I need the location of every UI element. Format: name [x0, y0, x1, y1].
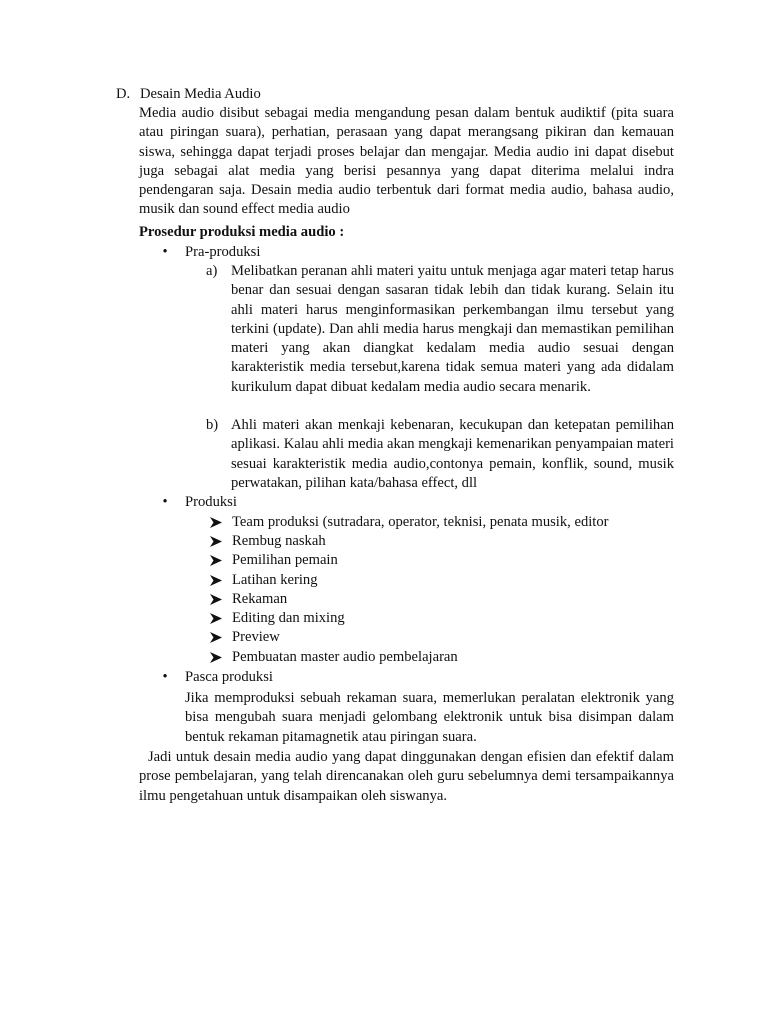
- bullet-label-pra: Pra-produksi: [185, 244, 261, 260]
- arrowhead-bullet-icon: [210, 517, 222, 528]
- arrowhead-bullet-icon: [210, 555, 222, 566]
- bullet-label-pasca: Pasca produksi: [185, 669, 273, 685]
- bullet-dot-icon: •: [162, 669, 168, 685]
- arrow-item-text: Pemilihan pemain: [232, 552, 338, 568]
- sub-marker-b: b): [206, 417, 219, 433]
- closing-paragraph: Jadi untuk desain media audio yang dapat dinggunakan dengan efisien dan efektif dalam prose pembelajaran, yang telah direncanakan oleh guru sebelumnya demi tersampaikannya ilmu pengetahuan untuk disampaikan oleh siswanya.: [139, 749, 674, 804]
- section-letter: D.: [116, 86, 131, 102]
- arrow-item-text: Rekaman: [232, 591, 288, 607]
- arrowhead-bullet-icon: [210, 632, 222, 643]
- arrowhead-bullet-icon: [210, 594, 222, 605]
- procedure-heading: Prosedur produksi media audio :: [139, 224, 345, 240]
- section-heading: [116, 85, 676, 104]
- intro-paragraph: Media audio disibut sebagai media mengandung pesan dalam bentuk audiktif (pita suara atau piringan suara), perhatian, perasaan yang dapat merangsang pikiran dan kemauan siswa, sehingga dapat terjadi proses belajar dan mengajar. Media audio ini dapat disebut juga sebagai alat media yang berisi pesannya yang dapat diterima melalui indra pendengaran saja. Desain media audio terbentuk dari format media audio, bahasa audio, musik dan sound effect media audio: [139, 105, 674, 218]
- arrowhead-bullet-icon: [210, 536, 222, 547]
- arrowhead-bullet-icon: [210, 652, 222, 663]
- section-title: Desain Media Audio: [140, 86, 261, 102]
- arrow-item-text: Preview: [232, 629, 280, 645]
- arrowhead-bullet-icon: [210, 613, 222, 624]
- bullet-item-pra: [0, 243, 768, 262]
- bullet-label-produksi: Produksi: [185, 494, 237, 510]
- sub-text-a: Melibatkan peranan ahli materi yaitu untuk menjaga agar materi tetap harus benar dan sesuai dengan sasaran tidak lebih dan tidak kurang. Selain itu ahli materi harus menginformasikan perkembangan ilmu tersebut yang terkini (update). Dan ahli media harus mengkaji dan memastikan pemilihan materi yang akan diangkat kedalam media audio sesuai dengan karakteristik media tersebut,karena tidak semua materi yang ada didalam kurikulum dapat dibuat kedalam media audio secara menarik.: [231, 263, 674, 395]
- sub-text-b: Ahli materi akan menkaji kebenaran, kecukupan dan ketepatan pemilihan aplikasi. Kalau ahli media akan mengkaji kemenarikan penyampaian materi sesuai karakteristik media audio,contonya pemain, konflik, sound, musik perwatakan, pilihan kata/bahasa effect, dll: [231, 417, 674, 491]
- bullet-item-produksi: [0, 493, 768, 512]
- bullet-dot-icon: •: [162, 494, 168, 510]
- bullet-item-pasca: [0, 668, 768, 687]
- arrow-item-text: Rembug naskah: [232, 533, 326, 549]
- arrow-item-text: Latihan kering: [232, 572, 318, 588]
- arrow-item-text: Team produksi (sutradara, operator, teknisi, penata musik, editor: [232, 514, 609, 530]
- arrowhead-bullet-icon: [210, 575, 222, 586]
- arrow-item-text: Pembuatan master audio pembelajaran: [232, 649, 458, 665]
- sub-marker-a: a): [206, 263, 218, 279]
- arrow-item-text: Editing dan mixing: [232, 610, 345, 626]
- bullet-dot-icon: •: [162, 244, 168, 260]
- pasca-paragraph: Jika memproduksi sebuah rekaman suara, memerlukan peralatan elektronik yang bisa mengubah suara menjadi gelombang elektronik untuk bisa disimpan dalam bentuk rekaman pitamagnetik atau piringan suara.: [185, 690, 674, 745]
